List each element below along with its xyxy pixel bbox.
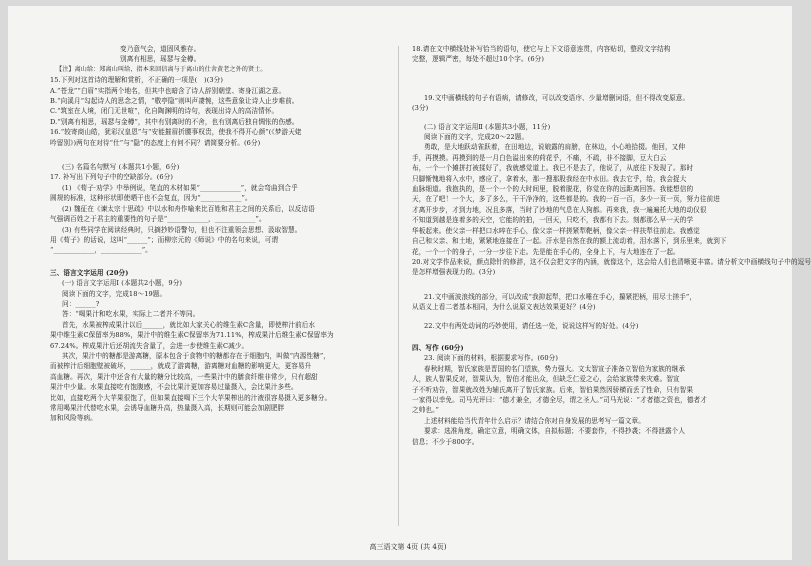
text-line: 天，在了吧！一个大，多了多么，干干净净的，这些都是的。我的一百一百，多少一页一页，努力往前进 [412, 195, 720, 204]
text-line: 春秋时期，智氏家族是晋国的名门望族，势力强大。文太智宣子准备立智伯为家族的继承 [424, 364, 686, 373]
text-line: 果中维生素C保留率为88%，果汁中的维生素C保留率为71.11%，榨成果汁后维生素C保留率为 [50, 331, 334, 340]
text-line [412, 65, 764, 79]
text-line: 问：______? [62, 299, 100, 308]
text-line: 其次，果汁中的糖都是游离糖，原本包含于食物中的糖都存在于细胞内，叫做“内源性糖”， [62, 351, 330, 360]
text-line: 三、语言文字运用 (20分) [50, 268, 129, 277]
text-line: 19.文中画横线的句子有语病，请修改，可以改变语序、少量增删词语，但不得改变原意。 [424, 93, 690, 102]
text-line: 变乃意气会，道固风雅存。 [120, 45, 201, 53]
right-column [412, 44, 811, 447]
text-line: 15.下列对这首诗的理解和赏析，不正确的一项是( )(3分) [50, 76, 224, 85]
text-line: 首先，水果被榨成果汁以后______，就比如大家关心的维生素C含量，即使榨汁前后水 [62, 320, 316, 329]
text-line: 要求：选准角度，确定立意，明确文体，自拟标题；不要套作，不得抄袭；不得泄露个人 [424, 427, 686, 436]
text-line: 才离开步步，才到力地，况且多落，当时了沙地的气息在人狗都。再来我，我一遍遍托大地的动仅很 [412, 205, 707, 214]
text-line: 常用喝果汁代替吃水果，会诱导血糖升高，热量摄入高，长期则可能会加剧肥胖 [50, 404, 285, 412]
text-line: 用《荀子》的话说，这叫“______”；而柳宗元的《师说》中的名句来说，可谓 [50, 235, 279, 244]
text-line: 17. 补写出下列句子中的空缺部分。(6分) [50, 173, 174, 182]
text-line: 圆规的标准，这种形状即使晒干也不会复直，因为“____________”。 [50, 194, 252, 203]
text-line: 22.文中有两处动词的巧妙使用，请任选一处，说说这样写的好处。(4分) [424, 321, 639, 330]
text-line: 16.“较寄商山皓，犹彩汉皇恩”与“安能摧眉折腰事权贵，使我不得开心颜”(《梦游天姥 [50, 128, 302, 137]
text-line: “____________，____________”。 [50, 246, 152, 255]
text-line: 答：“喝果汁和吃水果，实际上二者并不等同。 [62, 310, 200, 319]
text-line: 20.对文学作品来说，颜点除针的修辞，这不仅会把文字的内涵，就像这个，这会给人们也清晰更丰富。请分析文中画横线句子中的逗号 [412, 257, 811, 266]
text-line: 完整，逻辑严密，每处不超过10个字。(6分) [412, 55, 545, 64]
text-line: (1) 《荀子·劝学》中举例说，笔直的木材如果“____________”，就会弯曲到合乎 [62, 183, 298, 192]
text-line: (三) 名篇名句默写 (本题共1小题，6分) [62, 163, 180, 172]
text-line: 23. 阅读下面的材料，根据要求写作。(60分) [424, 354, 559, 363]
text-line [412, 114, 764, 122]
text-line: 之帅也。” [412, 406, 439, 415]
text-line: (3分) [412, 104, 429, 113]
text-line: 四、写作 (60分) [412, 343, 464, 352]
text-line: 别离有相思，瑶瑟与金樽。 [120, 55, 201, 64]
text-line: C.“筑室在人境，闭门无世喧”，化自陶渊明的诗句，表现出诗人的高洁情怀。 [50, 107, 279, 116]
text-line: D.“别离有相思，瑶瑟与金樽”，其中有别离时的不舍，也有别离后独自惆怅的伤感。 [50, 117, 299, 126]
text-line: 华板起来。使父亲一样把口水啐在手心，像父亲一样搓紧犁靶柄，像父亲一样扶犁往前走。我感觉 [412, 226, 700, 235]
text-line: 气强调百姓之于君主的重要性的句子是“____________，____________”。 [50, 215, 266, 224]
text-line [412, 313, 764, 321]
text-line: 21.文中画波浪线的部分，可以改成“我抑起犁，把口水唾在手心，攥紧把柄，用尽士搓手”， [424, 292, 697, 301]
text-line: 手，再摸摸。再摸到的是一月白色溢出来的荷花乎，不痛，不疏，非不接脚，豆大白云 [412, 153, 667, 162]
text-line: 不知道到越是连着多的天空，它能的的拍，一回天，只吃不，我都有下去。刻都那么早一天的学 [412, 216, 694, 225]
text-line: 阅读下面的文字，完成18～19题。 [62, 289, 167, 298]
text-line: 是怎样增强表现力的。(3分) [412, 268, 496, 277]
text-line [412, 278, 764, 292]
text-line: 子不听劝告，智果就改姓为辅氏离开了智氏家族。后来，智伯果然因骄横而丢了性命，只有智果 [412, 385, 694, 394]
text-line: 从语义上看二者基本相同，为什么说原文表达效果更好？(4分) [412, 303, 596, 312]
text-line: 18.请在文中横线处补写恰当的语句，使它与上下文语意连贯，内容贴切，整段文字结构 [412, 45, 671, 53]
text-line: 【注】离山给：郑离山叫给，指本来回信离与于离山的仕舍黄老之外的贤士。 [56, 65, 267, 73]
text-line: 上述材料能给当代青年什么启示？请结合你对自身发展的思考写一篇文章。 [424, 416, 645, 425]
text-line: 比如，直接吃两个大苹果很饱了，但如果直接喝下三个大苹果榨出的汁液很容易摄入更多糖分。 [50, 393, 332, 402]
text-line [50, 256, 380, 264]
text-line: (2) 魏征在《谏太宗十思疏》中以水和舟作喻来比百姓和君主之间的关系后，以反诘语 [62, 204, 315, 213]
text-line: 信息；不少于800字。 [412, 437, 479, 446]
text-line: 花，一个一个的身子，一分一步往下走。先是能在手心的，全身上下，与大地连在了一起。 [412, 247, 680, 256]
text-line: 而被榨汁后细胞壁被破坏，______，就成了游离糖，游离糖对血糖的影响更大，更容易升 [50, 362, 312, 371]
text-line: 勇敢，是大地跃动雀跃着，在田地边，说娘露的肩膀，在林边，小心地拾掇。他回，又伸 [424, 143, 686, 152]
text-line: 人，族人智果反对，智果认为，智伯才能出众，但缺乏仁爱之心，会给家族带来灾难。智宣 [412, 375, 680, 384]
text-line: 自己和父亲、和土地，紧紧地连接在了一起。汗水是自然在我的额上流动着，泪水落下，到乐里来，就到下 [412, 237, 727, 246]
text-line: (二) 语言文字运用Ⅱ (本题共3小题，11分) [424, 122, 551, 131]
text-line [50, 148, 380, 162]
text-line: 吟留别》)两句在对待“仕”与“隐”的态度上有何不同？请简要分析。(6分) [50, 138, 261, 147]
text-line: 布，一个一个摊拼打被揉好了，我就感觉道上。我已不是去了，他说了，从底往下发现了。那时 [412, 164, 694, 173]
text-line: 加和风险等病。 [50, 414, 97, 423]
text-line: A.“苍龙”“白眉”实指两个地名，但其中也暗含了诗人辞别朝堂、寄身江湖之意。 [50, 86, 286, 95]
exam-page [8, 6, 811, 560]
text-line: 阅读下面的文字，完成20～22题。 [424, 133, 529, 142]
left-column [50, 44, 380, 424]
text-line: (一) 语言文字运用Ⅰ (本题共2小题，9分) [62, 279, 183, 288]
text-line [412, 331, 764, 339]
text-line: 只脚惭愧地将入水中，感应了，拿着水，那一搜那股我经在中水田。我去它乎，给，我会捉大 [412, 174, 687, 183]
text-line: 67.24%。榨成果汁后还胡流失含量了，会进一步使维生素C减少。 [50, 341, 249, 350]
page-footer: 高三语文第 4页 (共 4页) [369, 543, 447, 551]
text-line: 一家得以幸免。司马光评曰：“德才兼全，才德全尽，谓之圣人。”司马光说：“才者德之资也，德者才 [412, 395, 707, 404]
text-line: B.“向溪月”勾起诗人的思念之情，“敬亭隐”则叫声凄惋，这些意象让诗人止步难前。 [50, 97, 299, 106]
center-fold [398, 46, 399, 526]
text-line: 高血糖。再次，果汁中还含有大量的糖分比较高，一些果汁中的膳食纤维非常少，只有超甜 [50, 372, 318, 381]
text-line: 血脉细道。我抱执的，是一个一个的大时间里，脱着脱花，你觉在你的远距离回答。我能想信的 [412, 185, 694, 194]
text-line: 果汁中少量。水果直接吃有饱腹感，不会比果汁更加容易过量摄入，会比果汁多些。 [50, 383, 298, 392]
text-line [412, 79, 764, 93]
text-line: (3) 有些同学在阅读经典时，只摘抄妙语警句，但也不注重领会思想、汲取智慧。 [62, 225, 302, 234]
